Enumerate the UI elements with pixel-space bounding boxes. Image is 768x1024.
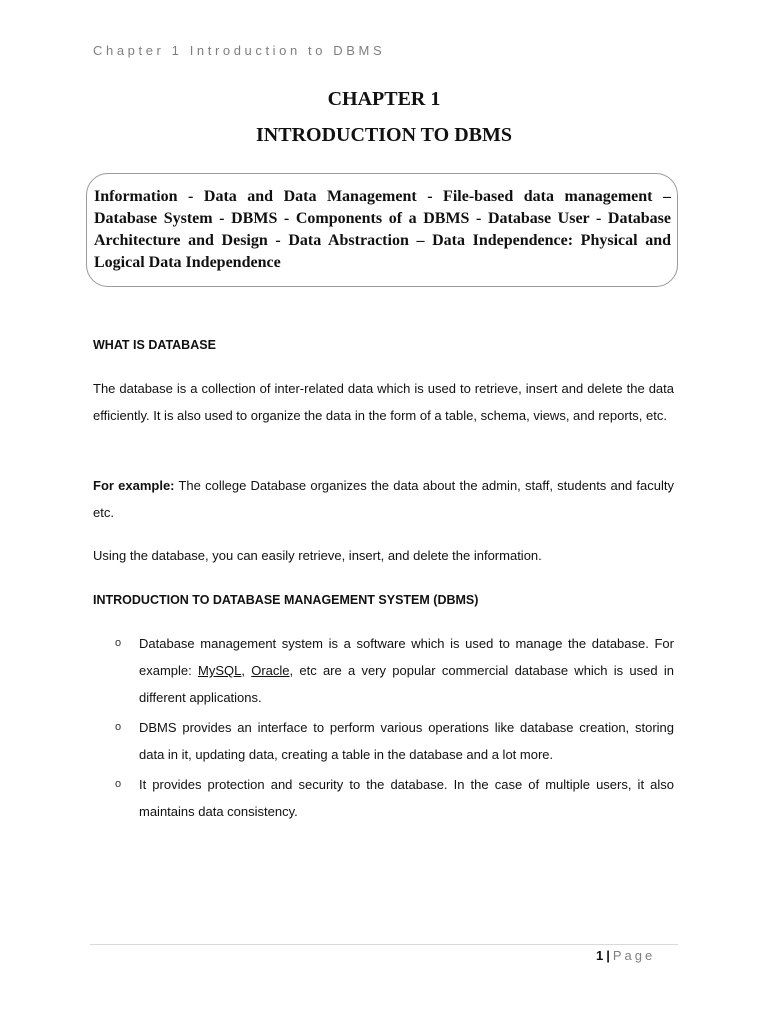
page-label: Page — [612, 948, 656, 963]
bullet-marker: o — [115, 637, 122, 649]
list-item-text: DBMS provides an interface to perform various operations like database creation, storing data in it, updating data, creating a table in the database and a lot more. — [139, 720, 674, 762]
bullet1-comma: , — [241, 663, 252, 678]
section-heading-what-is-database: WHAT IS DATABASE — [93, 338, 216, 352]
page-footer — [596, 948, 655, 963]
bullet1-text-start: Database management system is a software which is used to manage the database. For example: — [139, 636, 674, 678]
example-label: For example: — [93, 478, 175, 493]
bullet-marker: o — [115, 721, 122, 733]
chapter-main-title: INTRODUCTION TO DBMS — [256, 124, 512, 146]
bullet-marker: o — [115, 778, 122, 790]
oracle-link[interactable]: Oracle — [251, 663, 290, 678]
paragraph-database-definition: The database is a collection of inter-related data which is used to retrieve, insert and delete the data efficiently. It is also used to organize the data in the form of a table, schema, views, and reports, etc. — [93, 381, 674, 423]
running-header: Chapter 1 Introduction to DBMS — [93, 43, 386, 58]
footer-divider — [90, 944, 678, 945]
list-item-text — [139, 630, 674, 711]
example-text: The college Database organizes the data about the admin, staff, students and faculty etc. — [93, 478, 674, 520]
section-heading-intro-dbms: INTRODUCTION TO DATABASE MANAGEMENT SYSTEM (DBMS) — [93, 593, 479, 607]
chapter-summary-text: Information - Data and Data Management - File-based data management – Database System - DBMS - Components of a DBMS - Database User - Database Architecture and Design - Data Abstraction – Data Independence: Physical and Logical Data Independence — [94, 188, 671, 271]
chapter-summary-box — [86, 173, 678, 287]
paragraph-usage: Using the database, you can easily retrieve, insert, and delete the information. — [93, 548, 542, 563]
paragraph-example — [93, 472, 674, 526]
list-item-text: It provides protection and security to the database. In the case of multiple users, it also maintains data consistency. — [139, 777, 674, 819]
page-number: 1 — [596, 948, 604, 963]
chapter-number-title: CHAPTER 1 — [327, 88, 441, 110]
bullet1-text-end: , etc are a very popular commercial database which is used in different applications. — [139, 663, 674, 705]
page-separator: | — [606, 948, 610, 963]
mysql-link[interactable]: MySQL — [198, 663, 242, 678]
